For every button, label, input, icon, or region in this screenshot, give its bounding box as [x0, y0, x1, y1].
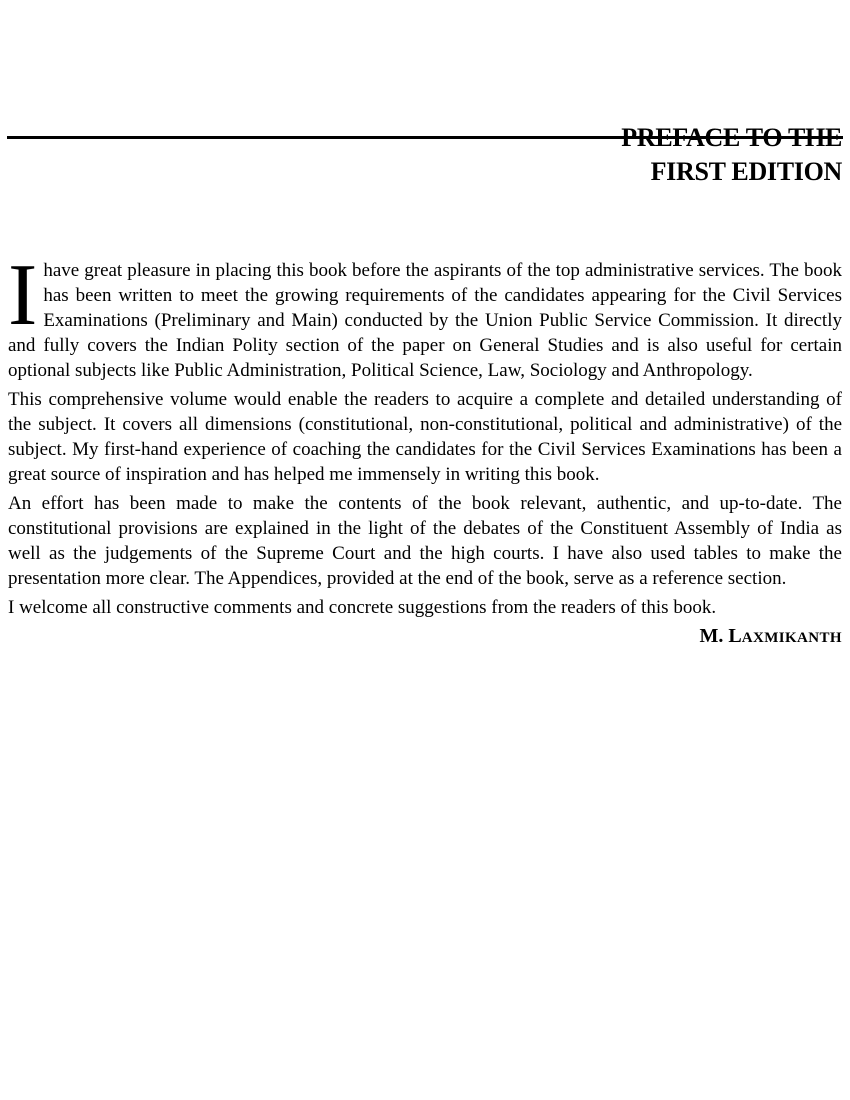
drop-cap: I [8, 247, 38, 344]
paragraph-1-text: have great pleasure in placing this book before the aspirants of the top administrative services. The book has been written to meet the growing requirements of the candidates appearing for the Civil Services Examinations (Preliminary and Main) conducted by the Union Public Service Commission. It directly and fully covers the Indian Polity section of the paper on General Studies and is also useful for certain optional subjects like Public Administration, Political Science, Law, Sociology and Anthropology. [8, 260, 842, 381]
signature-surname: AXMIKANTH [741, 630, 842, 646]
paragraph-1 [8, 247, 842, 383]
preface-body [8, 247, 842, 651]
paragraph-2: This comprehensive volume would enable the readers to acquire a complete and detailed understanding of the subject. It covers all dimensions (constitutional, non-constitutional, political and administrative) of the subject. My first-hand experience of coaching the candidates for the Civil Services Examinations has been a great source of inspiration and has helped me immensely in writing this book. [8, 389, 842, 485]
page-title-line-1: PREFACE TO THE [621, 123, 842, 152]
signature-initial: M. L [699, 625, 742, 647]
paragraph-4: I welcome all constructive comments and concrete suggestions from the readers of this book. [8, 597, 717, 618]
page-title-line-2: FIRST EDITION [650, 157, 842, 186]
author-signature [8, 624, 842, 651]
paragraph-3: An effort has been made to make the contents of the book relevant, authentic, and up-to-date. The constitutional provisions are explained in the light of the debates of the Constituent Assembly of India as well as the judgements of the Supreme Court and the high courts. I have also used tables to make the presentation more clear. The Appendices, provided at the end of the book, serve as a reference section. [8, 493, 842, 589]
page-title [621, 121, 842, 189]
